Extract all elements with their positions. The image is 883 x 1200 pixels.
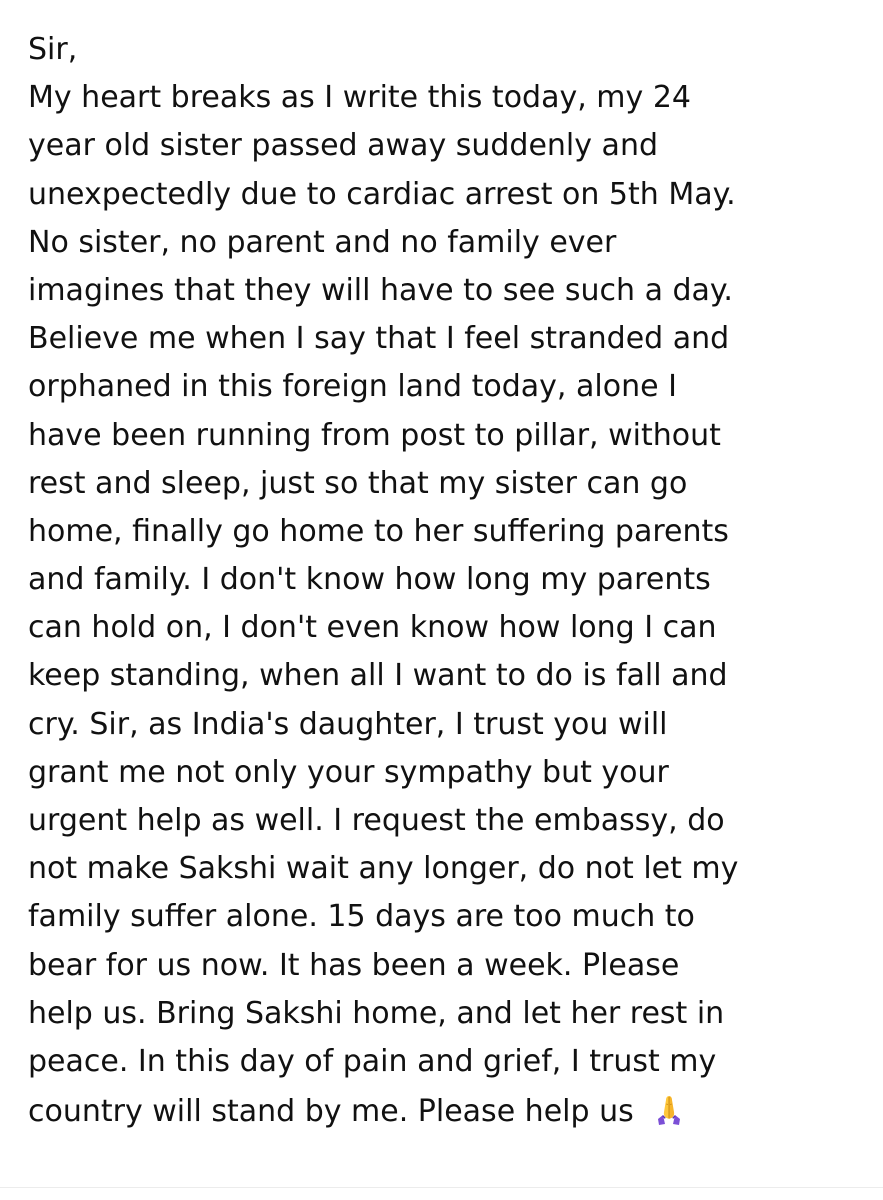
letter-line: home, finally go home to her suffering parents <box>28 513 729 549</box>
letter-salutation: Sir, <box>28 32 78 67</box>
letter-line: help us. Bring Sakshi home, and let her rest in <box>28 995 725 1031</box>
letter-line: not make Sakshi wait any longer, do not let my <box>28 851 739 887</box>
letter-line: imagines that they will have to see such a day. <box>28 272 733 308</box>
letter-line: and family. I don't know how long my parents <box>28 562 711 598</box>
letter-line: urgent help as well. I request the embassy, do <box>28 803 725 838</box>
letter-line: cry. Sir, as India's daughter, I trust you will <box>28 706 668 742</box>
letter-line: unexpectedly due to cardiac arrest on 5th May. <box>28 176 736 212</box>
letter-line: grant me not only your sympathy but your <box>28 754 669 790</box>
letter-line: My heart breaks as I write this today, my 24 <box>28 80 691 116</box>
letter-closing-line <box>28 1086 868 1138</box>
letter-line: No sister, no parent and no family ever <box>28 224 617 260</box>
letter-closing-text: country will stand by me. Please help us <box>28 1094 634 1130</box>
letter-body <box>28 26 868 1138</box>
letter-line: bear for us now. It has been a week. Please <box>28 947 680 983</box>
letter-line: can hold on, I don't even know how long I can <box>28 610 717 646</box>
letter-line: have been running from post to pillar, without <box>28 417 721 453</box>
page-bottom-divider <box>0 1187 883 1188</box>
folded-hands-icon <box>651 1092 687 1128</box>
letter-line: year old sister passed away suddenly and <box>28 128 658 164</box>
letter-line: family suffer alone. 15 days are too much to <box>28 899 695 935</box>
letter-line: Believe me when I say that I feel stranded and <box>28 321 730 357</box>
letter-line: rest and sleep, just so that my sister can go <box>28 465 688 501</box>
letter-line: orphaned in this foreign land today, alone I <box>28 369 677 405</box>
letter-line: peace. In this day of pain and grief, I trust my <box>28 1043 717 1079</box>
letter-line: keep standing, when all I want to do is fall and <box>28 658 728 694</box>
